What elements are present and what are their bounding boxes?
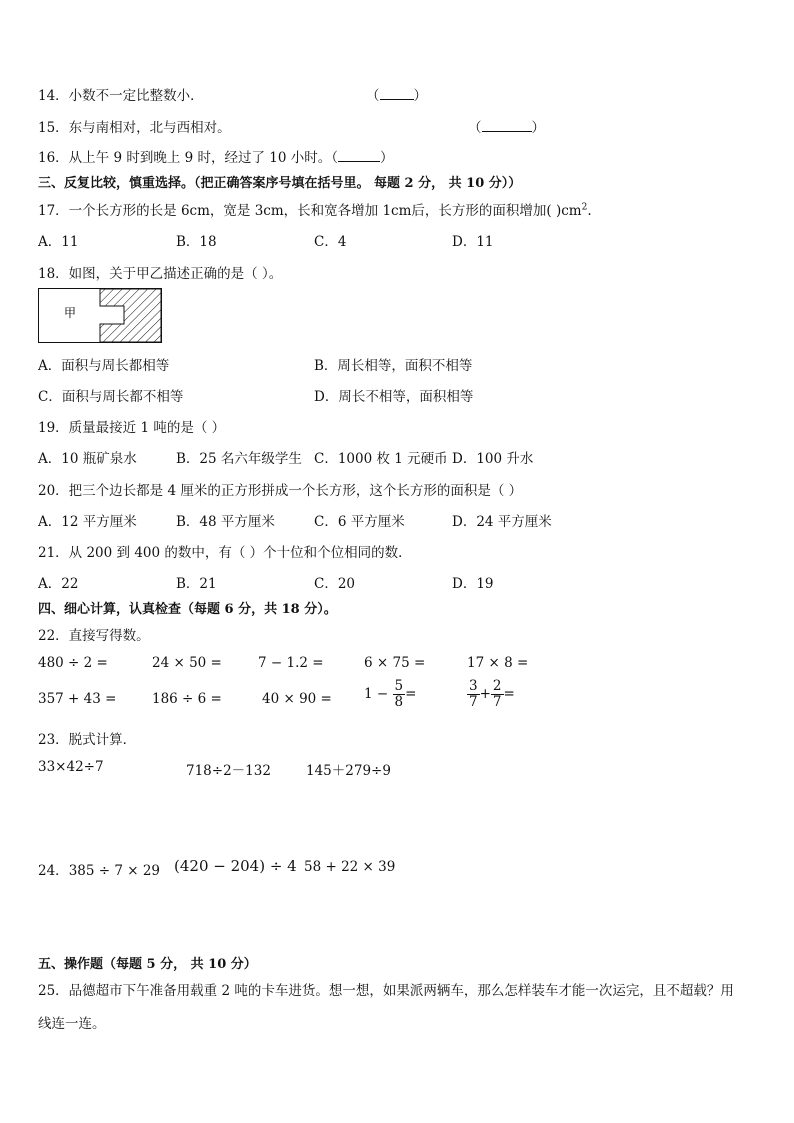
q24-number: 24． — [38, 863, 69, 879]
q24-item-3: 58 + 22 × 39 — [304, 859, 396, 875]
q22-item-6: 357 + 43 = — [38, 691, 117, 707]
q22-line: 22．直接写得数。 — [38, 628, 150, 644]
q20-option-a[interactable]: A．12 平方厘米 — [38, 514, 137, 530]
q25-line-2: 线连一连。 — [38, 1016, 106, 1032]
q22-item-4: 6 × 75 = — [364, 655, 426, 671]
fraction-numerator: 5 — [394, 678, 404, 694]
q17-option-c[interactable]: C．4 — [314, 234, 347, 250]
paren-close: ） — [413, 88, 427, 104]
q14-line — [38, 84, 204, 104]
q16-text: 16．从上午 9 时到晚上 9 时，经过了 10 小时。（ — [38, 150, 339, 166]
q24-line — [38, 859, 160, 879]
q21-option-b[interactable]: B．21 — [176, 576, 217, 592]
fraction-denominator: 7 — [469, 694, 478, 710]
frac-lead: 1 − — [364, 686, 389, 702]
q21-option-c[interactable]: C．20 — [314, 576, 356, 592]
q22-item-7: 186 ÷ 6 = — [152, 691, 222, 707]
q20-option-c[interactable]: C．6 平方厘米 — [314, 514, 405, 530]
paren-close: ） — [380, 150, 394, 166]
q22-item-1: 480 ÷ 2 = — [38, 655, 108, 671]
fraction-denominator: 7 — [492, 694, 502, 710]
q17-option-a[interactable]: A．11 — [38, 234, 79, 250]
paren-close: ） — [531, 120, 545, 136]
q18-option-a[interactable]: A．面积与周长都相等 — [38, 358, 170, 374]
q17-option-b[interactable]: B．18 — [176, 234, 217, 250]
paren-open: （ — [366, 88, 380, 104]
q22-item-2: 24 × 50 = — [152, 655, 222, 671]
fraction-numerator: 3 — [469, 678, 478, 694]
section-5-title: 五、操作题（每题 5 分， 共 10 分） — [38, 957, 257, 972]
plus-sign: + — [479, 686, 491, 702]
q17-sup: 2 — [581, 202, 588, 213]
q21-option-a[interactable]: A．22 — [38, 576, 79, 592]
q20-option-b[interactable]: B．48 平方厘米 — [176, 514, 275, 530]
q24-item-1: 385 ÷ 7 × 29 — [68, 863, 161, 879]
fraction-denominator: 8 — [394, 694, 404, 710]
q24-item-2: (420 − 204) ÷ 4 — [174, 857, 297, 875]
q18-option-b[interactable]: B．周长相等，面积不相等 — [314, 358, 473, 374]
q22-item-8: 40 × 90 = — [262, 691, 332, 707]
fraction — [467, 679, 480, 710]
frac-tail: = — [405, 686, 417, 702]
q15-text: 15．东与南相对，北与西相对。 — [38, 120, 231, 136]
answer-blank[interactable] — [338, 149, 380, 162]
q22-item-9 — [364, 679, 416, 710]
q20-option-d[interactable]: D．24 平方厘米 — [452, 514, 552, 530]
shape-yi-hatched — [100, 289, 161, 342]
q17-option-d[interactable]: D．11 — [452, 234, 494, 250]
q23-item-2: 718÷2－132 — [186, 763, 271, 779]
q19-line: 19．质量最接近 1 吨的是（ ） — [38, 420, 226, 436]
q22-item-10 — [467, 679, 515, 710]
section-3-title: 三、反复比较，慎重选择。（把正确答案序号填在括号里。 每题 2 分， 共 10 分）） — [38, 176, 522, 191]
q23-item-1: 33×42÷7 — [38, 759, 104, 775]
q20-line: 20．把三个边长都是 4 厘米的正方形拼成一个长方形，这个长方形的面积是（ ） — [38, 483, 523, 499]
q21-option-d[interactable]: D．19 — [452, 576, 494, 592]
fraction — [491, 679, 504, 710]
fraction — [393, 679, 406, 710]
q22-item-5: 17 × 8 = — [467, 655, 529, 671]
q17-text: 17．一个长方形的长是 6cm，宽是 3cm，长和宽各增加 1cm后，长方形的面积增加( )cm — [38, 203, 582, 219]
q15-line — [38, 116, 231, 136]
q18-option-d[interactable]: D．周长不相等，面积相等 — [314, 389, 474, 405]
q23-item-3: 145＋279÷9 — [306, 763, 391, 779]
section-4-title: 四、细心计算，认真检查（每题 6 分，共 18 分）。 — [38, 602, 337, 617]
frac-tail: = — [503, 686, 515, 702]
q19-option-c[interactable]: C．1000 枚 1 元硬币 — [314, 451, 448, 467]
q19-option-a[interactable]: A．10 瓶矿泉水 — [38, 451, 137, 467]
q23-line: 23．脱式计算． — [38, 732, 137, 748]
q18-option-c[interactable]: C．面积与周长都不相等 — [38, 389, 184, 405]
q18-line: 18．如图，关于甲乙描述正确的是（ ）。 — [38, 266, 283, 282]
q18-figure — [38, 288, 164, 344]
fraction-numerator: 2 — [492, 678, 502, 694]
paren-open: （ — [468, 120, 482, 136]
q14-answer[interactable] — [366, 84, 427, 104]
q19-option-b[interactable]: B．25 名六年级学生 — [176, 451, 302, 467]
q16-line — [38, 146, 394, 166]
q17-end: . — [587, 203, 592, 219]
shape-jia-label: 甲 — [64, 306, 77, 320]
q19-option-d[interactable]: D．100 升水 — [452, 451, 534, 467]
answer-blank[interactable] — [482, 119, 532, 132]
q15-answer[interactable] — [468, 116, 545, 136]
answer-blank[interactable] — [380, 87, 414, 100]
q17-line — [38, 199, 592, 219]
q21-line: 21．从 200 到 400 的数中，有（ ）个十位和个位相同的数． — [38, 545, 412, 561]
q25-line-1: 25．品德超市下午准备用载重 2 吨的卡车进货。想一想，如果派两辆车，那么怎样装车才能一次运完，且不超载？用 — [38, 983, 734, 999]
q14-text: 14．小数不一定比整数小． — [38, 88, 204, 104]
q22-item-3: 7 − 1.2 = — [258, 655, 324, 671]
